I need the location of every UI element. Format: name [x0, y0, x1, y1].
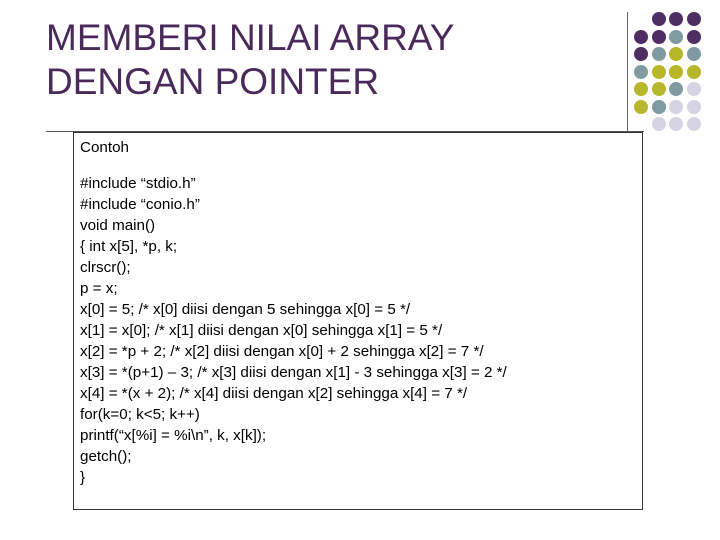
code-line: x[2] = *p + 2; /* x[2] diisi dengan x[0] + 2 sehingga x[2] = 7 */	[80, 343, 484, 360]
decorative-dot	[652, 12, 666, 26]
decorative-dot	[634, 47, 648, 61]
decorative-dot	[687, 30, 701, 44]
code-line: x[0] = 5; /* x[0] diisi dengan 5 sehingga x[0] = 5 */	[80, 301, 411, 318]
code-line: #include “conio.h”	[80, 196, 200, 213]
decorative-dot	[634, 30, 648, 44]
decorative-dot	[652, 65, 666, 79]
decorative-dot	[669, 82, 683, 96]
decorative-dot	[652, 117, 666, 131]
code-example-box	[73, 132, 643, 510]
decorative-dot	[669, 30, 683, 44]
decorative-dot	[669, 100, 683, 114]
code-line: getch();	[80, 448, 132, 465]
vertical-divider	[627, 12, 628, 132]
decorative-dot	[687, 47, 701, 61]
spacer	[80, 158, 636, 173]
decorative-dot	[652, 47, 666, 61]
decorative-dot	[634, 100, 648, 114]
decorative-dot	[652, 30, 666, 44]
decorative-dot	[687, 117, 701, 131]
code-line: printf(“x[%i] = %i\n”, k, x[k]);	[80, 427, 267, 444]
code-line: x[1] = x[0]; /* x[1] diisi dengan x[0] sehingga x[1] = 5 */	[80, 322, 443, 339]
decorative-dot	[687, 12, 701, 26]
decorative-dot	[687, 82, 701, 96]
code-line: for(k=0; k<5; k++)	[80, 406, 200, 423]
decorative-dot	[687, 65, 701, 79]
decorative-dot	[669, 117, 683, 131]
code-line: }	[80, 469, 86, 486]
decorative-dot	[669, 12, 683, 26]
decorative-dot	[652, 100, 666, 114]
code-line: x[4] = *(x + 2); /* x[4] diisi dengan x[2] sehingga x[4] = 7 */	[80, 385, 468, 402]
decorative-dot	[652, 82, 666, 96]
decorative-dot	[687, 100, 701, 114]
slide-title	[46, 16, 454, 104]
code-line: void main()	[80, 217, 156, 234]
code-line: clrscr();	[80, 259, 131, 276]
code-line: p = x;	[80, 280, 118, 297]
code-line: x[3] = *(p+1) – 3; /* x[3] diisi dengan x[1] - 3 sehingga x[3] = 2 */	[80, 364, 507, 381]
decorative-dot	[669, 65, 683, 79]
decorative-dot	[634, 82, 648, 96]
decorative-dot	[634, 65, 648, 79]
title-line-2: DENGAN POINTER	[46, 61, 380, 102]
code-line: #include “stdio.h”	[80, 175, 196, 192]
example-heading: Contoh	[80, 139, 129, 156]
decorative-dot	[669, 47, 683, 61]
code-line: { int x[5], *p, k;	[80, 238, 178, 255]
title-line-1: MEMBERI NILAI ARRAY	[46, 17, 455, 58]
